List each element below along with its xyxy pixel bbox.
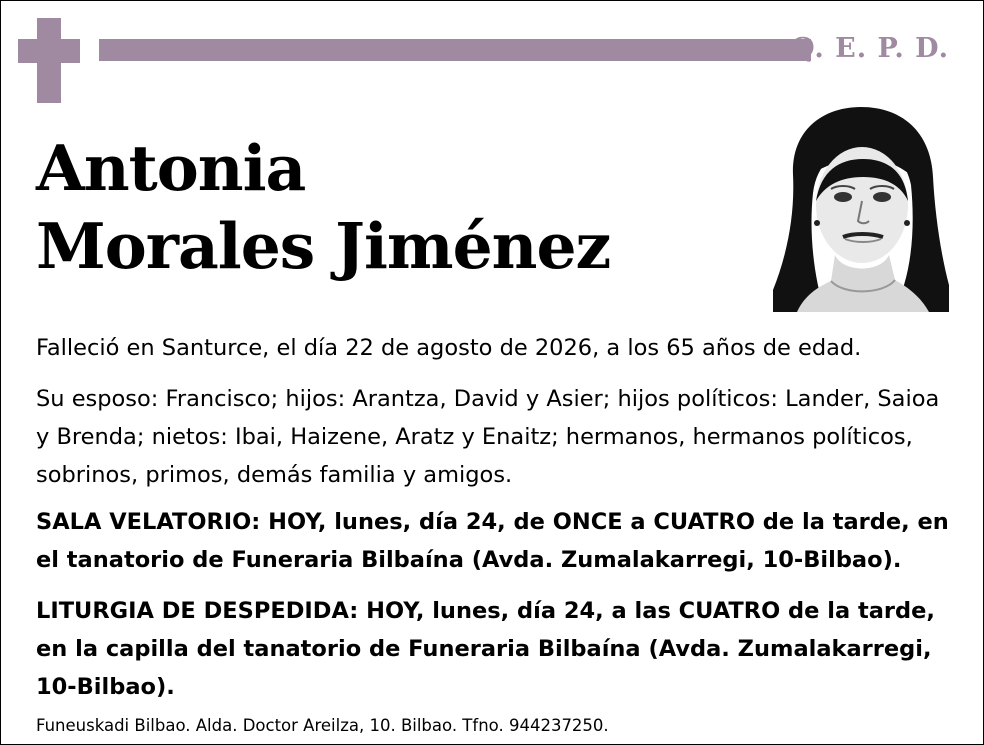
- deceased-first-name: Antonia: [36, 131, 306, 205]
- deceased-surnames: Morales Jiménez: [36, 209, 611, 283]
- qepd-label: Q. E. P. D.: [791, 33, 949, 64]
- liturgy-info: LITURGIA DE DESPEDIDA: HOY, lunes, día 24, a las CUATRO de la tarde, en la capilla del tanatorio de Funeraria Bilbaína (Avda. Zumalakarregi, 10-Bilbao).: [36, 598, 935, 700]
- deceased-name: [36, 129, 610, 285]
- family-list: Su esposo: Francisco; hijos: Arantza, David y Asier; hijos políticos: Lander, Saioa y Brenda; nietos: Ibai, Haizene, Aratz y Enaitz; hermanos, hermanos políticos, sobrinos, primos, demás familia y amigos.: [36, 386, 940, 488]
- portrait-photo: [773, 105, 951, 312]
- header-bar: [99, 39, 811, 61]
- death-notice: Falleció en Santurce, el día 22 de agosto de 2026, a los 65 años de edad.: [36, 335, 862, 361]
- cross-icon: [18, 18, 80, 103]
- funeral-home-footer: Funeuskadi Bilbao. Alda. Doctor Areilza, 10. Bilbao. Tfno. 944237250.: [36, 716, 609, 735]
- wake-info: SALA VELATORIO: HOY, lunes, día 24, de ONCE a CUATRO de la tarde, en el tanatorio de Funeraria Bilbaína (Avda. Zumalakarregi, 10-Bilbao).: [36, 509, 949, 573]
